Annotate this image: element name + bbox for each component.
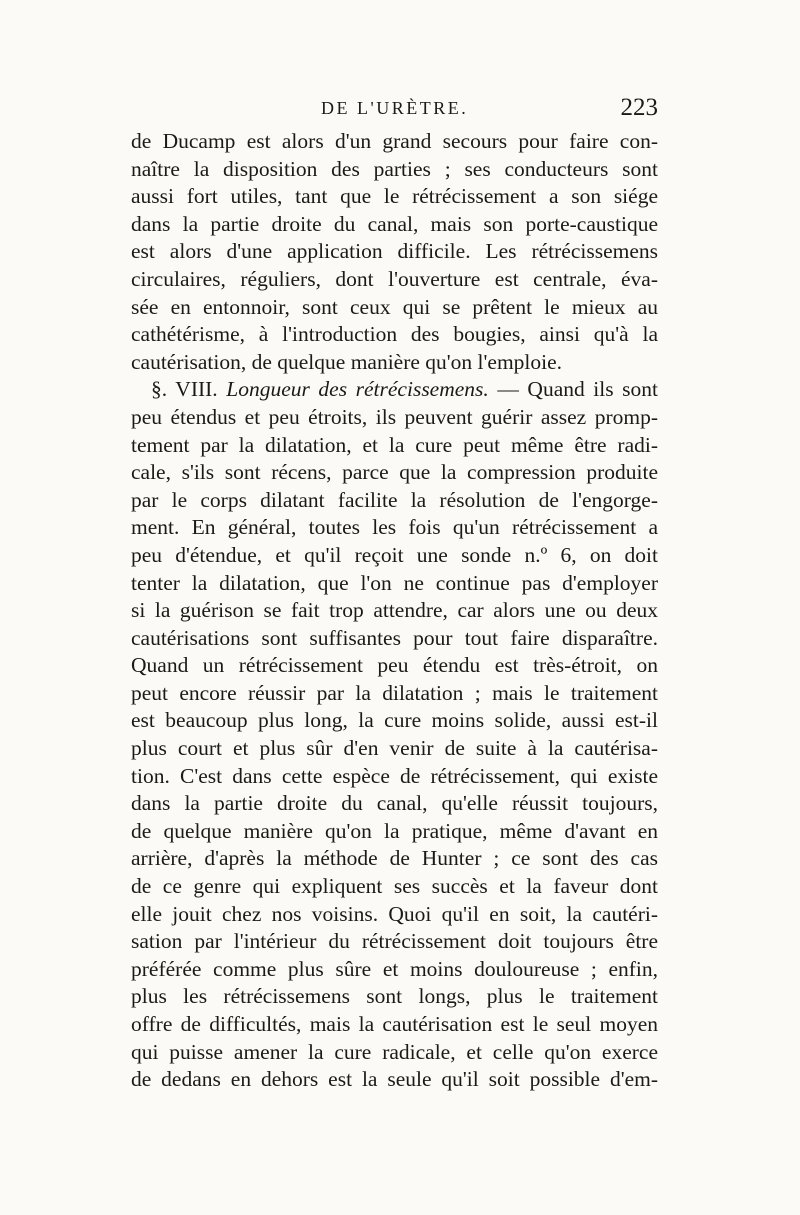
- page-number: 223: [620, 94, 658, 121]
- text-line: est beaucoup plus long, la cure moins solide, aussi est-il: [131, 708, 658, 733]
- text-line: si la guérison se fait trop attendre, car alors une ou deux: [131, 598, 658, 623]
- text-line: de ce genre qui expliquent ses succès et la faveur dont: [131, 874, 658, 899]
- text-line: peut encore réussir par la dilatation ; mais le traitement: [131, 680, 658, 705]
- section-title: Longueur des rétrécissemens.: [226, 377, 489, 402]
- text-line: elle jouit chez nos voisins. Quoi qu'il en soit, la cautéri-: [131, 901, 658, 926]
- text-line: est alors d'une application difficile. Les rétrécissemens: [131, 239, 658, 264]
- text-line: préférée comme plus sûre et moins douloureuse ; enfin,: [131, 956, 658, 981]
- text-line: de dedans en dehors est la seule qu'il soit possible d'em-: [131, 1067, 658, 1092]
- section-number: §. VIII.: [151, 377, 218, 402]
- text-line: peu étendus et peu étroits, ils peuvent guérir assez promp-: [131, 404, 658, 429]
- text-line: circulaires, réguliers, dont l'ouverture est centrale, éva-: [131, 266, 658, 291]
- section-heading-line: [131, 376, 658, 404]
- text-line: offre de difficultés, mais la cautérisation est le seul moyen: [131, 1012, 658, 1036]
- text-line: sation par l'intérieur du rétrécissement doit toujours être: [131, 929, 658, 954]
- text-line: plus les rétrécissemens sont longs, plus le traitement: [131, 984, 658, 1009]
- running-title: DE L'URÈTRE.: [321, 98, 469, 118]
- text-line: arrière, d'après la méthode de Hunter ; ce sont des cas: [131, 846, 658, 871]
- text-line: dans la partie droite du canal, qu'elle réussit toujours,: [131, 791, 658, 816]
- text-line: cautérisation, de quelque manière qu'on l'emploie.: [131, 349, 563, 374]
- text-line: sée en entonnoir, sont ceux qui se prêtent le mieux au: [131, 294, 658, 319]
- text-line: cale, s'ils sont récens, parce que la compression produite: [131, 460, 658, 485]
- text-line: tion. C'est dans cette espèce de rétrécissement, qui existe: [131, 763, 658, 788]
- text-line: de quelque manière qu'on la pratique, même d'avant en: [131, 818, 658, 843]
- text-line: naître la disposition des parties ; ses conducteurs sont: [131, 156, 658, 181]
- text-line: par le corps dilatant facilite la résolution de l'engorge-: [131, 487, 658, 512]
- text-line: cathétérisme, à l'introduction des bougies, ainsi qu'à la: [131, 322, 658, 347]
- body-text: [131, 128, 658, 1094]
- text-line: plus court et plus sûr d'en venir de suite à la cautérisa-: [131, 736, 658, 761]
- text-line: cautérisations sont suffisantes pour tout faire disparaître.: [131, 625, 658, 650]
- text-line: tenter la dilatation, que l'on ne continue pas d'employer: [131, 570, 658, 595]
- text-line: dans la partie droite du canal, mais son porte-caustique: [131, 211, 658, 236]
- text-line: ment. En général, toutes les fois qu'un rétrécissement a: [131, 515, 658, 540]
- text-line: Quand un rétrécissement peu étendu est très-étroit, on: [131, 653, 658, 678]
- text-line: de Ducamp est alors d'un grand secours pour faire con-: [131, 129, 658, 153]
- text-line: tement par la dilatation, et la cure peut même être radi-: [131, 432, 658, 457]
- text-line: qui puisse amener la cure radicale, et celle qu'on exerce: [131, 1039, 658, 1064]
- page-header: [131, 94, 658, 128]
- text-line: aussi fort utiles, tant que le rétrécissement a son siége: [131, 184, 658, 209]
- section-lead: — Quand ils sont: [497, 377, 659, 402]
- text-line: peu d'étendue, et qu'il reçoit une sonde n.º 6, on doit: [131, 542, 658, 567]
